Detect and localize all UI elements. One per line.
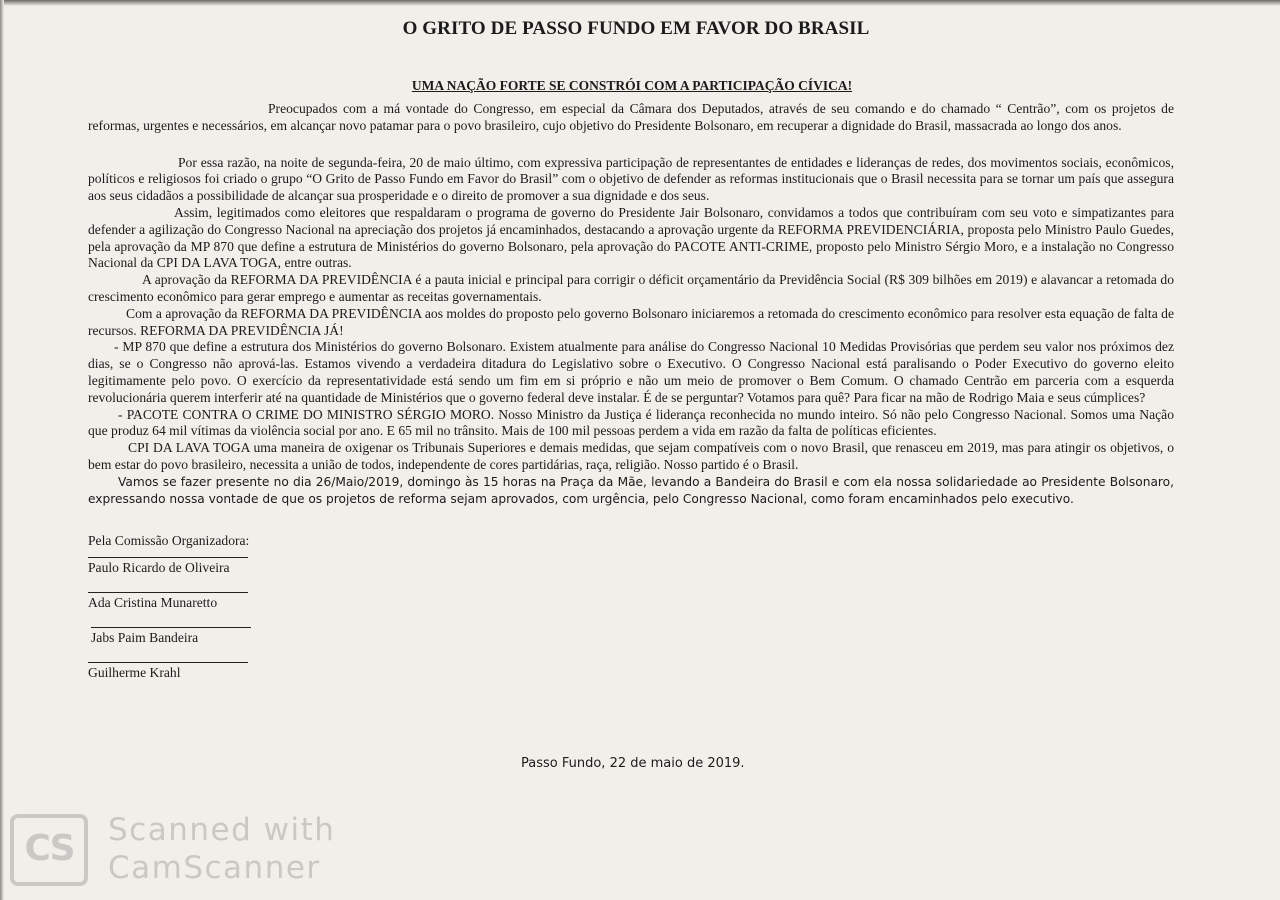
paragraph-9: Vamos se fazer presente no dia 26/Maio/2019, domingo às 15 horas na Praça da Mãe, levando a Bandeira do Brasil e com ela nossa solidariedade ao Presidente Bolsonaro, expressando nossa vontade de que os projetos de reforma sejam aprovados, com urgência, pelo Congresso Nacional, como foram encaminhados pelo executivo. xyxy=(88,474,1174,506)
signatory-4: Guilherme Krahl xyxy=(88,662,248,681)
document-page xyxy=(88,18,1174,697)
paragraph-8: CPI DA LAVA TOGA uma maneira de oxigenar os Tribunais Superiores e demais medidas, que sejam compatíveis com o novo Brasil, que renasceu em 2019, mas para atingir os objetivos, o bem estar do povo brasileiro, necessita a união de todos, independente de cores partidárias, raça, religião. Nosso partido é o Brasil. xyxy=(88,440,1174,472)
camscanner-logo: CS xyxy=(10,814,88,886)
watermark-line-2: CamScanner xyxy=(108,850,321,886)
signatures-heading: Pela Comissão Organizadora: xyxy=(88,533,250,549)
signatory-2: Ada Cristina Munaretto xyxy=(88,592,248,611)
paragraph-2: Por essa razão, na noite de segunda-feira, 20 de maio último, com expressiva participação de representantes de entidades e lideranças de redes, dos movimentos sociais, econômicos, políticos e religiosos foi criado o grupo “O Grito de Passo Fundo em Favor do Brasil” com o objetivo de defender as reformas institucionais que o Brasil necessita para se tornar um país que assegura aos seus cidadãos a possibilidade de alcançar sua prosperidade e o direito de promover a sua dignidade e dos seus. xyxy=(88,154,1174,204)
scan-left-edge xyxy=(0,0,4,900)
paragraph-1: Preocupados com a má vontade do Congresso, em especial da Câmara dos Deputados, através de seu comando e do chamado “ Centrão”, com os projetos de reformas, urgentes e necessários, em alcançar novo patamar para o povo brasileiro, cujo objetivo do Presidente Bolsonaro, em recuperar a dignidade do Brasil, massacrada ao longo dos anos. xyxy=(88,101,1174,133)
signatory-3: Jabs Paim Bandeira xyxy=(91,627,251,646)
watermark-line-1: Scanned with xyxy=(108,812,336,848)
place-date: Passo Fundo, 22 de maio de 2019. xyxy=(521,756,745,771)
camscanner-watermark xyxy=(10,808,350,892)
document-subtitle: UMA NAÇÃO FORTE SE CONSTRÓI COM A PARTICIPAÇÃO CÍVICA! xyxy=(411,78,853,93)
signatures-section xyxy=(88,533,1174,681)
paragraph-6: - MP 870 que define a estrutura dos Ministérios do governo Bolsonaro. Existem atualmente para análise do Congresso Nacional 10 Medidas Provisórias que perdem seu valor nos próximos dez dias, se o Congresso não aprová-las. Estamos vivendo a verdadeira ditadura do Legislativo sobre o Executivo. O Congresso Nacional está paralisando o Poder Executivo do governo eleito legitimamente pelo povo. O exercício da representatividade está sendo um fim em si próprio e não um meio de promover o Bem Comum. O chamado Centrão em parceria com a esquerda revolucionária querem interferir até na quantidade de Ministérios que o governo federal deve instalar. É de se perguntar? Votamos para quê? Para ficar na mão de Rodrigo Maia e seus cúmplices? xyxy=(88,339,1174,405)
document-title: O GRITO DE PASSO FUNDO EM FAVOR DO BRASIL xyxy=(402,18,870,39)
paragraph-5: Com a aprovação da REFORMA DA PREVIDÊNCIA aos moldes do proposto pelo governo Bolsonaro iniciaremos a retomada do crescimento econômico para resolver esta equação de falta de recursos. REFORMA DA PREVIDÊNCIA JÁ! xyxy=(88,305,1174,338)
paragraph-3: Assim, legitimados como eleitores que respaldaram o programa de governo do Presidente Jair Bolsonaro, convidamos a todos que contribuíram com seu voto e simpatizantes para defender a agilização do Congresso Nacional na apreciação dos projetos já encaminhados, destacando a aprovação urgente da REFORMA PREVIDENCIÁRIA, proposta pelo Ministro Paulo Guedes, pela aprovação da MP 870 que define a estrutura de Ministérios do governo Bolsonaro, pela aprovação do PACOTE ANTI-CRIME, proposto pelo Ministro Sérgio Moro, e a instalação no Congresso Nacional da CPI DA LAVA TOGA, entre outras. xyxy=(88,204,1174,271)
paragraph-7: - PACOTE CONTRA O CRIME DO MINISTRO SÉRGIO MORO. Nosso Ministro da Justiça é liderança reconhecida no mundo inteiro. Só não pelo Congresso Nacional. Somos uma Nação que produz 64 mil vítimas da violência social por ano. E 65 mil no trânsito. Mais de 100 mil pessoas perdem a vida em razão da falta de políticas eficientes. xyxy=(88,406,1174,439)
paragraph-4: A aprovação da REFORMA DA PREVIDÊNCIA é a pauta inicial e principal para corrigir o déficit orçamentário da Previdência Social (R$ 309 bilhões em 2019) e alavancar a retomada do crescimento econômico para gerar emprego e aumentar as receitas governamentais. xyxy=(88,272,1174,304)
scan-top-edge xyxy=(0,0,1280,6)
signatory-1: Paulo Ricardo de Oliveira xyxy=(88,557,248,576)
